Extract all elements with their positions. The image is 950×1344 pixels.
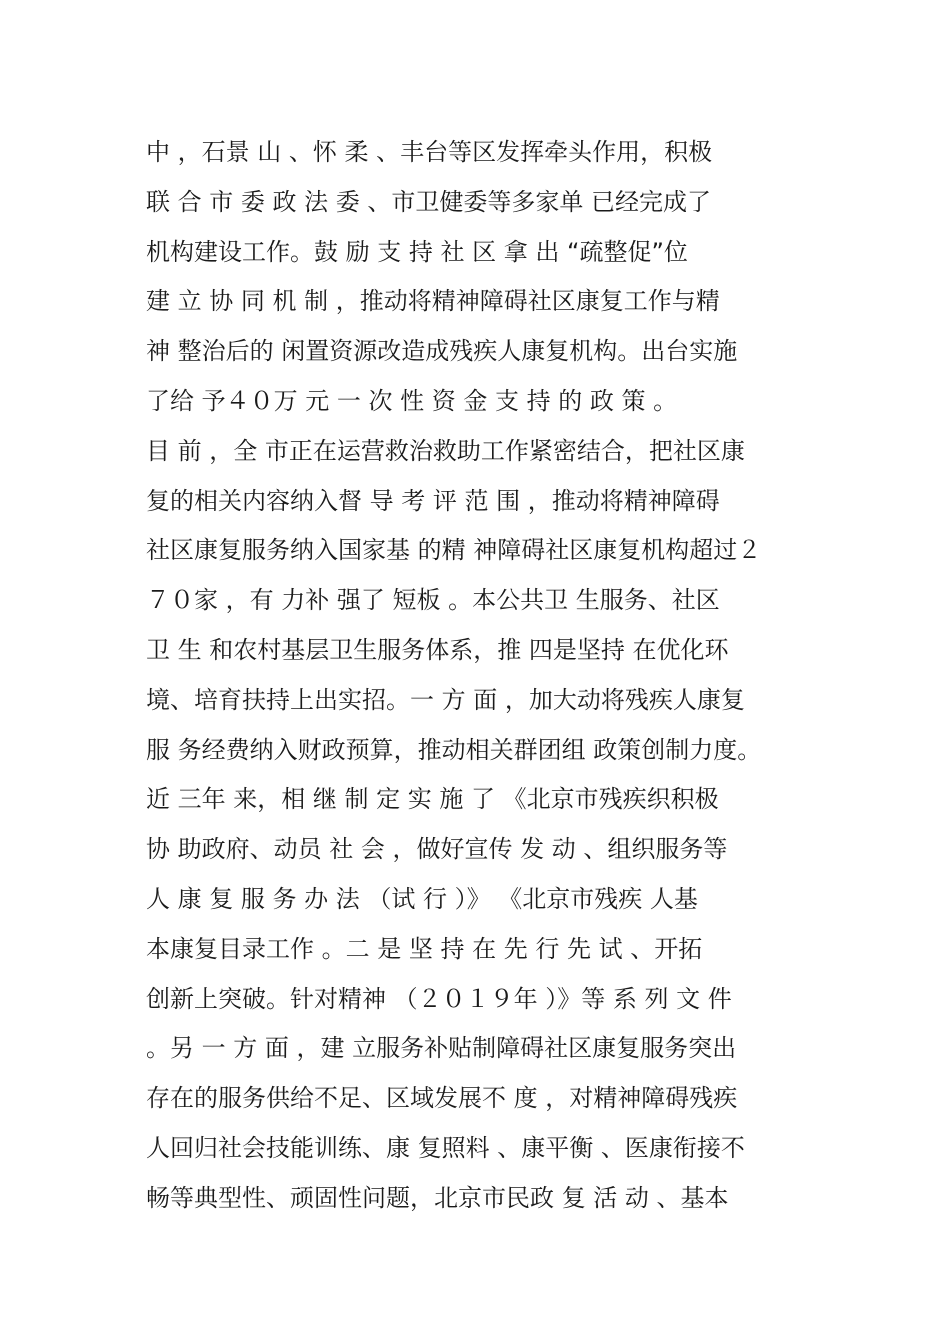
text-line: 神 整治后的 闲置资源改造成残疾人康复机构。出台实施 [146, 337, 738, 366]
text-line: 了给 予４０万 元 一 次 性 资 金 支 持 的 政 策 。 [146, 386, 678, 415]
text-line: 中 ，石景 山 、怀 柔 、丰台等区发挥牵头作用，积极 [146, 138, 713, 166]
text-line: 机构建设工作。鼓 励 支 持 社 区 拿 出 “疏整促”位 [146, 237, 688, 266]
text-line: 畅等典型性、顽固性问题，北京市民政 复 活 动 、基本 [146, 1183, 729, 1212]
text-line: 协 助政府、动员 社 会 ，做好宣传 发 动 、组织服务等 [146, 835, 728, 864]
text-line: 近 三年 来，相 继 制 定 实 施 了 《北京市残疾织积极 [146, 785, 719, 814]
text-line: 。另 一 方 面 ，建 立服务补贴制障碍社区康复服务突出 [146, 1034, 737, 1063]
text-line: 目 前 ，全 市正在运营救治救助工作紧密结合，把社区康 [146, 436, 745, 465]
text-line: 境、培育扶持上出实招。一 方 面 ，加大动将残疾人康复 [146, 685, 745, 714]
text-line: 社区康复服务纳入国家基 的精 神障碍社区康复机构超过２ [146, 536, 762, 565]
text-line: 人 康 复 服 务 办 法 （试 行 ）》 《北京市残疾 人基 [146, 884, 698, 913]
text-line: 复的相关内容纳入督 导 考 评 范 围 ，推动将精神障碍 [146, 486, 720, 515]
text-line: 存在的服务供给不足、区域发展不 度 ，对精神障碍残疾 [146, 1084, 738, 1113]
text-line: 创新上突破。针对精神 （２０１９年 ）》等 系 列 文 件 [146, 984, 732, 1013]
body-text [146, 128, 866, 1224]
text-line: 卫 生 和农村基层卫生服务体系，推 四是坚持 在优化环 [146, 635, 729, 664]
text-line: 建 立 协 同 机 制 ，推动将精神障碍社区康复工作与精 [146, 287, 720, 316]
text-line: 服 务经费纳入财政预算，推动相关群团组 政策创制力度。 [146, 735, 762, 764]
text-line: 人回归社会技能训练、康 复照料 、康平衡 、医康衔接不 [146, 1133, 745, 1162]
text-line: 本康复目录工作 。二 是 坚 持 在 先 行 先 试 、开拓 [146, 934, 703, 963]
text-line: ７０家 ，有 力补 强了 短板 。本公共卫 生服务、社区 [146, 586, 720, 615]
text-line: 联 合 市 委 政 法 委 、市卫健委等多家单 已经完成了 [146, 187, 712, 216]
